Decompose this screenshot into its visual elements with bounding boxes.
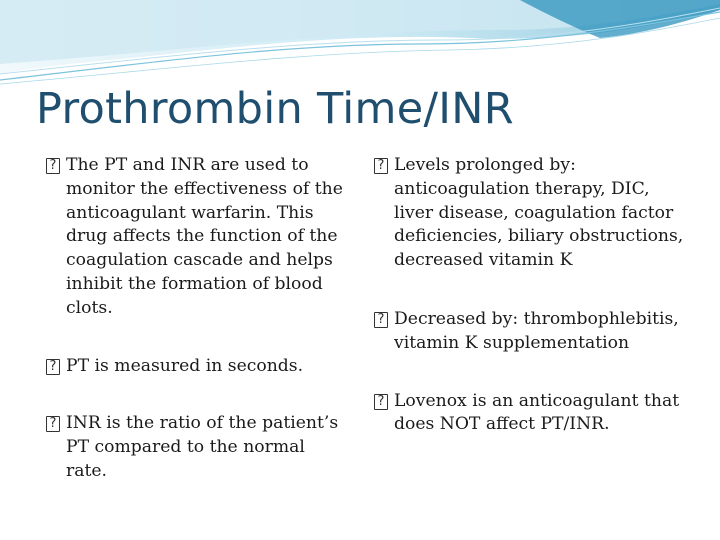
- bullet-text: Decreased by: thrombophlebitis, vitamin K supplementation: [394, 308, 679, 353]
- right-column: [374, 154, 694, 437]
- bullet-placeholder-icon: [374, 312, 388, 328]
- bullet-item: [46, 355, 346, 379]
- bullet-text: PT is measured in seconds.: [66, 355, 304, 376]
- bullet-item: [374, 390, 694, 438]
- bullet-text: The PT and INR are used to monitor the effectiveness of the anticoagulant warfarin. This drug affects the function of the coagulation cascade and helps inhibit the formation of blood clots.: [66, 155, 343, 318]
- bullet-placeholder-icon: [46, 359, 60, 375]
- bullet-item: [46, 412, 346, 483]
- bullet-item: [374, 308, 694, 356]
- bullet-text: Levels prolonged by: anticoagulation therapy, DIC, liver disease, coagulation factor deficiencies, biliary obstructions, decreased vitamin K: [394, 155, 684, 271]
- header-wave-decoration: [0, 0, 720, 90]
- bullet-text: INR is the ratio of the patient’s PT compared to the normal rate.: [66, 413, 339, 481]
- bullet-item: [374, 154, 694, 273]
- left-column: [46, 154, 346, 484]
- bullet-placeholder-icon: [374, 394, 388, 410]
- bullet-placeholder-icon: [374, 158, 388, 174]
- slide-title: Prothrombin Time/INR: [36, 84, 514, 134]
- bullet-placeholder-icon: [46, 416, 60, 432]
- bullet-placeholder-icon: [46, 158, 60, 174]
- bullet-text: Lovenox is an anticoagulant that does NOT affect PT/INR.: [394, 390, 680, 435]
- bullet-item: [46, 154, 346, 321]
